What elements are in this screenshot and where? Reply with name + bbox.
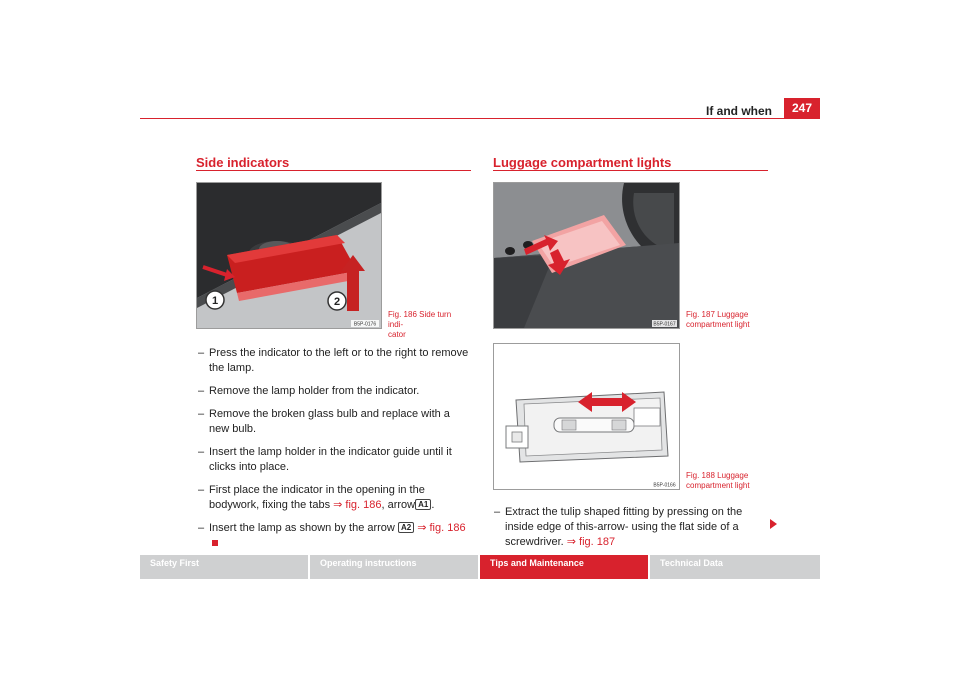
- footer-tab-operating-instructions[interactable]: Operating instructions: [310, 555, 478, 579]
- luggage-light-illustration-1: [494, 183, 679, 328]
- step-text: Insert the lamp as shown by the arrow: [209, 522, 398, 534]
- figure-link[interactable]: ⇒ fig. 187: [566, 536, 616, 548]
- figure-code: B5P-0166: [653, 482, 676, 489]
- footer-tab-safety-first[interactable]: Safety First: [140, 555, 308, 579]
- footer-nav: [140, 555, 820, 579]
- figure-code: B5P-0176: [353, 321, 377, 328]
- figure-label-2: 2: [333, 296, 341, 308]
- step-text: Remove the lamp holder from the indicator.: [209, 385, 420, 397]
- figure-label-1: 1: [211, 295, 219, 307]
- steps-side-indicators: [198, 346, 473, 559]
- page-number: 247: [784, 98, 820, 119]
- arrow-badge-a2: A2: [398, 522, 414, 533]
- step-text: Remove the broken glass bulb and replace with a new bulb.: [209, 408, 450, 435]
- section-rule-left: [196, 170, 471, 171]
- page-header-title: If and when: [706, 104, 772, 118]
- step-item: – Press the indicator to the left or to the right to remove the lamp.: [198, 347, 469, 374]
- step-item: – First place the indicator in the opening in the bodywork, fixing the tabs ⇒ fig. 186, arrow A1 .: [198, 484, 435, 511]
- step-item: – Insert the lamp as shown by the arrow A2 ⇒ fig. 186: [198, 521, 473, 551]
- step-text: , arrow: [381, 499, 416, 511]
- figure-caption-188: Fig. 188 Luggage compartment light: [686, 471, 750, 490]
- figure-caption-187: Fig. 187 Luggage compartment light: [686, 310, 750, 329]
- continue-arrow-icon[interactable]: [770, 519, 777, 529]
- step-text: First place the indicator in the opening in the bodywork, fixing the tabs: [209, 484, 425, 511]
- header-rule: [140, 118, 820, 119]
- steps-luggage-lights: [494, 505, 774, 558]
- section-title-luggage-lights: Luggage compartment lights: [493, 155, 672, 170]
- step-text: Extract the tulip shaped fitting by pressing on the inside edge of this-arrow- using the flat side of a screwdriver.: [505, 506, 743, 548]
- side-indicator-illustration: [197, 183, 381, 328]
- step-text: Press the indicator to the left or to the right to remove the lamp.: [209, 347, 469, 374]
- step-item: – Remove the broken glass bulb and replace with a new bulb.: [198, 408, 450, 435]
- footer-tab-tips-maintenance[interactable]: Tips and Maintenance: [480, 555, 648, 579]
- figure-luggage-light-2: [493, 343, 680, 490]
- end-square-icon: [212, 540, 218, 546]
- step-text: .: [431, 499, 435, 511]
- figure-luggage-light-1: [493, 182, 680, 329]
- step-item: – Remove the lamp holder from the indicator.: [198, 385, 420, 397]
- step-item: – Extract the tulip shaped fitting by pressing on the inside edge of this-arrow- using the flat side of a screwdriver. ⇒ fig. 187: [494, 506, 743, 548]
- figure-side-turn-indicator: [196, 182, 382, 329]
- arrow-badge-a1: A1: [415, 499, 431, 510]
- figure-link[interactable]: ⇒ fig. 186: [414, 522, 466, 534]
- footer-tab-technical-data[interactable]: Technical Data: [650, 555, 820, 579]
- figure-code: B5P-0167: [653, 321, 676, 328]
- figure-link[interactable]: ⇒ fig. 186: [333, 499, 382, 511]
- step-text: Insert the lamp holder in the indicator guide until it clicks into place.: [209, 446, 452, 473]
- section-rule-right: [493, 170, 768, 171]
- section-title-side-indicators: Side indicators: [196, 155, 290, 170]
- step-item: – Insert the lamp holder in the indicator guide until it clicks into place.: [198, 446, 452, 473]
- luggage-light-illustration-2: [494, 344, 679, 489]
- figure-caption-186: Fig. 186 Side turn indi- cator: [388, 310, 452, 339]
